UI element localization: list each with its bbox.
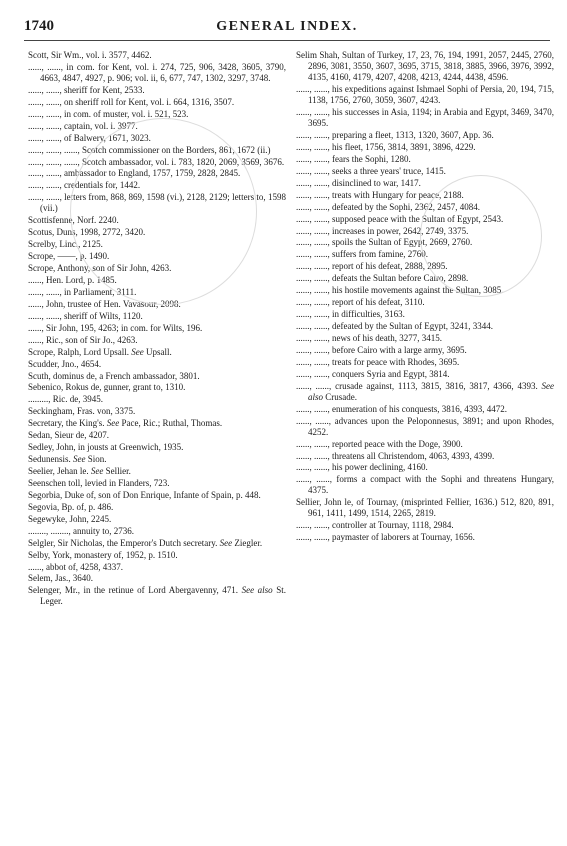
index-entry: ......, ......, in com. of muster, vol. i. 521, 523.	[28, 108, 189, 119]
index-entry: ......, ......, on sheriff roll for Kent, vol. i. 664, 1316, 3507.	[28, 96, 235, 107]
index-entry: Screlby, Linc., 2125.	[28, 239, 103, 250]
index-entry: Segovia, Bp. of, p. 486.	[28, 501, 114, 512]
index-entry: ......, ......, spoils the Sultan of Egypt, 2669, 2760.	[296, 237, 473, 248]
index-entry: Selby, York, monastery of, 1952, p. 1510.	[28, 549, 178, 560]
index-entry: ......, ......, defeated by the Sultan of Egypt, 3241, 3344.	[296, 321, 493, 331]
header-rule	[24, 40, 550, 41]
index-entry: ......, ......, report of his defeat, 2888, 2895.	[296, 261, 448, 272]
index-entry: ......, John, trustee of Hen. Vavasour, 2098.	[28, 298, 181, 309]
index-entry: Scrope, Anthony, son of Sir John, 4263.	[28, 263, 172, 274]
index-entry: ......, ......, defeated by the Sophi, 2362, 2457, 4084.	[296, 201, 480, 212]
index-entry: ......, ......, ......, Scotch ambassador, vol. i. 783, 1820, 2069, 3569, 3676.	[28, 156, 285, 167]
index-entry: Selgler, Sir Nicholas, the Emperor's Dutch secretary. See Ziegler.	[28, 537, 263, 548]
index-entry: ......, ......, before Cairo with a large army, 3695.	[296, 344, 467, 355]
index-entry: ......, ......, letters from, 868, 869, 1598 (vi.), 2128, 2129; letters to, 1598 (vii.)	[28, 192, 286, 214]
index-entry: ......, ......, preparing a fleet, 1313, 1320, 3607, App. 36.	[296, 130, 494, 140]
index-entry: ......, ......, his successes in Asia, 1194; in Arabia and Egypt, 3469, 3470, 3695.	[296, 107, 554, 129]
index-entry: Sellier, John le, of Tournay, (misprinted Fellier, 1636.) 512, 820, 891, 961, 1411, 1499, 1514, 2265, 2819.	[296, 497, 554, 519]
left-index-column	[28, 50, 286, 608]
index-entry: ......, ......, controller at Tournay, 1118, 2984.	[296, 520, 454, 531]
index-entry: ......, ......, sheriff of Wilts, 1120.	[28, 310, 143, 321]
index-entry: Seelier, Jehan le. See Sellier.	[28, 466, 131, 477]
index-entry: ......, ......, captain, vol. i. 3977.	[28, 120, 138, 131]
index-entry: ......, ......, increases in power, 2642, 2749, 3375.	[296, 225, 469, 236]
index-entry: Sebenico, Rokus de, gunner, grant to, 1310.	[28, 382, 186, 393]
index-entry: Sedunensis. See Sion.	[28, 454, 107, 465]
index-entry: ......, ......, paymaster of laborers at Tournay, 1656.	[296, 532, 475, 543]
index-entry: ......, ......, his power declining, 4160.	[296, 462, 428, 473]
index-entry: ......, ......, enumeration of his conquests, 3816, 4393, 4472.	[296, 403, 507, 414]
index-entry: ......, Sir John, 195, 4263; in com. for Wilts, 196.	[28, 322, 203, 333]
index-entry: ......, ......, treats for peace with Rhodes, 3695.	[296, 356, 460, 367]
index-entry: ......, ......, credentials for, 1442.	[28, 180, 141, 191]
index-entry: ......, ......, reported peace with the Doge, 3900.	[296, 438, 463, 449]
index-entry: ......, ......, ambassador to England, 1757, 1759, 2828, 2845.	[28, 168, 241, 179]
index-entry: ......, Ric., son of Sir Jo., 4263.	[28, 334, 138, 345]
index-entry: ......, ......, advances upon the Peloponnesus, 3891; and upon Rhodes, 4252.	[296, 415, 554, 437]
index-entry: Scott, Sir Wm., vol. i. 3577, 4462.	[28, 50, 152, 60]
index-entry: ......, ......, sheriff for Kent, 2533.	[28, 84, 145, 95]
index-entry: Segorbia, Duke of, son of Don Enrique, Infante of Spain, p. 448.	[28, 489, 261, 500]
index-entry: Scottisfenne, Norf. 2240.	[28, 215, 119, 226]
index-entry: Scudder, Jno., 4654.	[28, 358, 102, 369]
running-title: GENERAL INDEX.	[216, 19, 358, 34]
index-entry: ......, ......, supposed peace with the Sultan of Egypt, 2543.	[296, 213, 504, 224]
index-entry: Selenger, Mr., in the retinue of Lord Abergavenny, 471. See also St. Leger.	[28, 585, 287, 607]
index-entry: Seenschen toll, levied in Flanders, 723.	[28, 477, 170, 488]
page-number: 1740	[24, 18, 54, 34]
index-entry: Scrope, Ralph, Lord Upsall. See Upsall.	[28, 346, 172, 357]
index-entry: ......, ......, his hostile movements against the Sultan, 3085.	[296, 285, 504, 296]
index-entry: ......, ......, in Parliament, 3111.	[28, 286, 137, 297]
index-entry: ......, ......, defeats the Sultan before Cairo, 2898.	[296, 273, 469, 284]
index-entry: ......, ......, crusade against, 1113, 3815, 3816, 3817, 4366, 4393. See also Crusade.	[296, 380, 554, 402]
index-entry: ........, ........, annuity to, 2736.	[28, 525, 134, 536]
index-entry: ......, ......, seeks a three years' truce, 1415.	[296, 165, 446, 176]
index-entry: ......, Hen. Lord, p. 1485.	[28, 275, 117, 286]
index-entry: ........., Ric. de, 3945.	[28, 394, 103, 405]
index-entry: ......, ......, of Balwery, 1671, 3023.	[28, 132, 151, 143]
index-entry: ......, ......, ......, Scotch commissioner on the Borders, 861, 1672 (ii.)	[28, 144, 271, 155]
index-entry: ......, ......, report of his defeat, 3110.	[296, 297, 425, 308]
index-entry: Scrope, ——, p. 1490.	[28, 251, 110, 262]
index-entry: ......, ......, threatens all Christendom, 4063, 4393, 4399.	[296, 450, 495, 461]
index-entry: ......, ......, disinclined to war, 1417.	[296, 177, 421, 188]
index-entry: ......, ......, in com. for Kent, vol. i. 274, 725, 906, 3428, 3605, 3790, 4663, 4847, 4927, p. 906; vol. ii, 6, 677, 747, 1302, 3297, 3748.	[28, 61, 286, 83]
index-entry: ......, ......, suffers from famine, 2760.	[296, 249, 429, 260]
index-entry: ......, ......, forms a compact with the Sophi and threatens Hungary, 4375.	[296, 474, 554, 496]
index-entry: ......, ......, news of his death, 3277, 3415.	[296, 332, 442, 343]
index-entry: ......, abbot of, 4258, 4337.	[28, 561, 123, 572]
index-entry: Selem, Jas., 3640.	[28, 573, 93, 584]
index-entry: ......, ......, in difficulties, 3163.	[296, 309, 405, 320]
index-entry: Secretary, the King's. See Pace, Ric.; Ruthal, Thomas.	[28, 418, 223, 429]
index-entry: Seckingham, Fras. von, 3375.	[28, 406, 136, 417]
index-entry: Sedley, John, in jousts at Greenwich, 1935.	[28, 442, 184, 453]
index-entry: Selim Shah, Sultan of Turkey, 17, 23, 76, 194, 1991, 2057, 2445, 2760, 2896, 3081, 3550, 3607, 3695, 3715, 3818, 3885, 3966, 3976, 3992, 4135, 4160, 4179, 4207, 4208, 4213, 4244, 4438, 4596.	[296, 50, 554, 83]
index-entry: ......, ......, fears the Sophi, 1280.	[296, 153, 411, 164]
right-index-column	[296, 50, 554, 544]
page-header	[24, 18, 550, 38]
index-entry: Scuth, dominus de, a French ambassador, 3801.	[28, 370, 200, 381]
index-entry: ......, ......, his expeditions against Ishmael Sophi of Persia, 20, 194, 715, 1138, 1756, 2760, 3059, 3607, 4243.	[296, 84, 554, 106]
index-entry: Scotus, Duns, 1998, 2772, 3420.	[28, 227, 146, 238]
index-entry: ......, ......, his fleet, 1756, 3814, 3891, 3896, 4229.	[296, 141, 476, 152]
index-entry: ......, ......, treats with Hungary for peace, 2188.	[296, 189, 464, 200]
index-entry: ......, ......, conquers Syria and Egypt, 3814.	[296, 368, 450, 379]
index-entry: Segewyke, John, 2245.	[28, 513, 112, 524]
index-entry: Sedan, Sieur de, 4207.	[28, 430, 109, 441]
